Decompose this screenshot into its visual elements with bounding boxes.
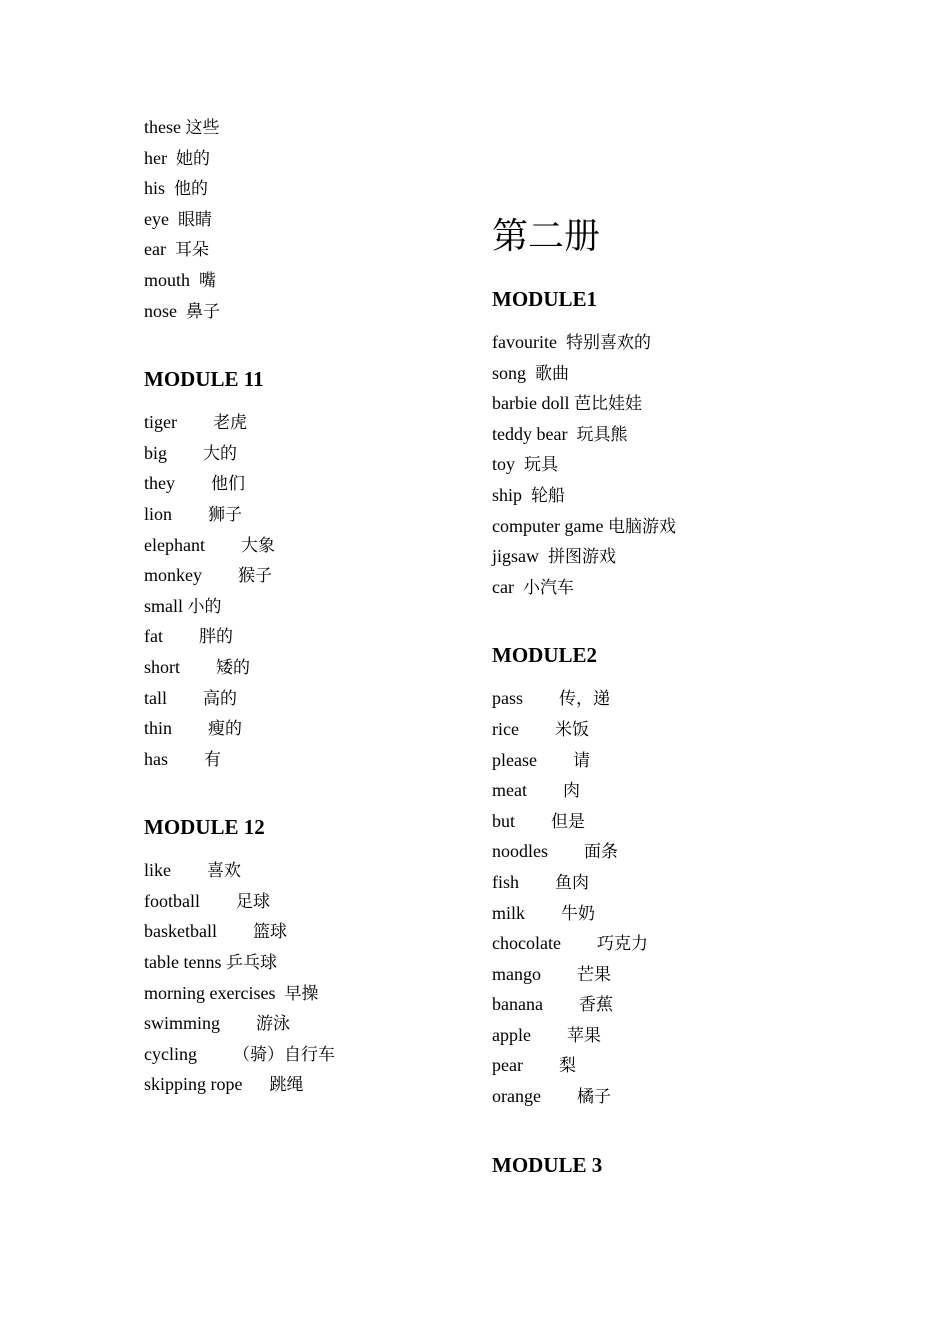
english-word: short — [144, 656, 180, 677]
chinese-meaning: 牛奶 — [561, 903, 596, 924]
vocab-entry — [144, 499, 464, 530]
vocab-entry — [492, 714, 912, 745]
vocab-entry — [492, 327, 912, 358]
vocab-entry — [144, 560, 464, 591]
intro-word-list — [144, 112, 464, 326]
chinese-meaning: 玩具熊 — [576, 424, 628, 445]
chinese-meaning: 小汽车 — [522, 577, 574, 598]
book-title: 第二册 — [492, 216, 601, 257]
english-word: elephant — [144, 534, 205, 555]
vocab-entry — [144, 204, 464, 235]
vocab-entry — [492, 989, 912, 1020]
module-1-heading: MODULE1 — [492, 287, 597, 311]
chinese-meaning: 游泳 — [256, 1014, 291, 1035]
chinese-meaning: 电脑游戏 — [607, 516, 676, 537]
vocab-entry — [144, 143, 464, 174]
vocab-entry — [492, 358, 912, 389]
chinese-meaning: 香蕉 — [578, 995, 613, 1016]
vocab-entry — [144, 886, 464, 917]
chinese-meaning: 小的 — [187, 596, 222, 617]
chinese-meaning: 歌曲 — [535, 363, 570, 384]
vocab-entry — [492, 775, 912, 806]
english-word: basketball — [144, 921, 217, 942]
vocab-entry — [492, 959, 912, 990]
vocab-entry — [144, 652, 464, 683]
english-word: thin — [144, 718, 173, 739]
chinese-meaning: 巧克力 — [596, 934, 648, 955]
english-word: his — [144, 178, 166, 199]
vocab-entry — [144, 947, 464, 978]
english-word: pear — [492, 1055, 523, 1076]
vocab-entry — [492, 511, 912, 542]
vocab-entry — [144, 1069, 464, 1100]
word-separator — [167, 443, 203, 463]
english-word: pass — [492, 688, 523, 709]
english-word: table tenns — [144, 952, 222, 973]
vocab-entry — [144, 112, 464, 143]
chinese-meaning: 轮船 — [531, 485, 566, 506]
vocab-entry — [144, 916, 464, 947]
word-separator — [523, 1055, 559, 1075]
english-word: please — [492, 749, 537, 770]
vocab-entry — [492, 928, 912, 959]
vocab-entry — [492, 806, 912, 837]
vocab-entry — [492, 1050, 912, 1081]
chinese-meaning: 拼图游戏 — [548, 547, 616, 568]
left-column — [144, 112, 464, 1100]
word-separator — [190, 270, 199, 290]
chinese-meaning: 喜欢 — [207, 861, 241, 882]
word-separator — [539, 546, 548, 566]
english-word: monkey — [144, 565, 202, 586]
vocab-entry — [144, 438, 464, 469]
word-separator — [200, 891, 236, 911]
vocab-entry — [492, 683, 912, 714]
english-word: noodles — [492, 841, 548, 862]
chinese-meaning: 这些 — [185, 118, 220, 138]
word-separator — [171, 860, 207, 880]
word-separator — [543, 994, 579, 1014]
word-separator — [163, 626, 199, 646]
english-word: chocolate — [492, 933, 561, 954]
vocab-entry — [492, 541, 912, 572]
module-12-word-list — [144, 855, 464, 1100]
english-word: jigsaw — [492, 546, 539, 567]
english-word: lion — [144, 503, 173, 524]
chinese-meaning: 老虎 — [213, 413, 247, 434]
word-separator — [197, 1044, 233, 1064]
word-separator — [220, 1013, 256, 1033]
chinese-meaning: 大象 — [240, 535, 275, 556]
english-word: car — [492, 576, 514, 597]
chinese-meaning: 瘦的 — [208, 719, 243, 740]
chinese-meaning: 嘴 — [199, 270, 217, 291]
chinese-meaning: 乒乓球 — [225, 953, 277, 974]
word-separator — [519, 719, 555, 739]
word-separator — [205, 535, 241, 555]
english-word: mango — [492, 963, 541, 984]
vocab-entry — [144, 530, 464, 561]
word-separator — [177, 412, 213, 432]
word-separator — [523, 688, 559, 708]
english-word: computer game — [492, 515, 604, 536]
word-separator — [526, 363, 535, 383]
vocab-entry — [492, 388, 912, 419]
english-word: fish — [492, 871, 519, 892]
chinese-meaning: 苹果 — [566, 1025, 601, 1046]
chinese-meaning: 耳朵 — [174, 240, 209, 261]
english-word: toy — [492, 454, 516, 475]
english-word: has — [144, 748, 168, 769]
vocab-entry — [144, 978, 464, 1009]
word-separator — [557, 332, 566, 352]
chinese-meaning: 高的 — [203, 688, 237, 709]
chinese-meaning: 眼睛 — [177, 209, 212, 230]
word-separator — [180, 657, 216, 677]
chinese-meaning: 肉 — [562, 781, 580, 802]
english-word: these — [144, 117, 181, 137]
chinese-meaning: 玩具 — [524, 455, 559, 476]
word-separator — [537, 750, 573, 770]
chinese-meaning: 特别喜欢的 — [565, 333, 651, 353]
english-word: small — [144, 595, 183, 616]
vocab-entry — [492, 572, 912, 603]
english-word: banana — [492, 994, 543, 1015]
module-1-word-list — [492, 327, 912, 602]
chinese-meaning: 他们 — [211, 474, 245, 495]
english-word: cycling — [144, 1043, 197, 1064]
vocab-entry — [144, 234, 464, 265]
chinese-meaning: 鱼肉 — [555, 872, 589, 893]
vocab-entry — [492, 1081, 912, 1112]
english-word: meat — [492, 780, 527, 801]
vocab-entry — [492, 480, 912, 511]
module-3-heading: MODULE 3 — [492, 1152, 603, 1177]
chinese-meaning: 米饭 — [554, 719, 589, 740]
english-word: football — [144, 890, 200, 911]
vocab-entry — [492, 419, 912, 450]
word-separator — [166, 239, 175, 259]
vocab-entry — [492, 836, 912, 867]
word-separator — [522, 485, 531, 505]
chinese-meaning: 他的 — [174, 179, 209, 200]
english-word: barbie doll — [492, 393, 570, 414]
chinese-meaning: 梨 — [558, 1056, 576, 1077]
chinese-meaning: 跳绳 — [269, 1075, 304, 1096]
word-separator — [172, 504, 208, 524]
english-word: skipping rope — [144, 1074, 243, 1095]
vocab-entry — [144, 713, 464, 744]
english-word: orange — [492, 1086, 541, 1107]
word-separator — [514, 577, 523, 597]
word-separator — [165, 178, 174, 198]
english-word: but — [492, 810, 516, 831]
right-column — [492, 212, 912, 1180]
english-word: big — [144, 442, 168, 463]
english-word: they — [144, 473, 175, 494]
word-separator — [167, 148, 176, 168]
word-separator — [202, 565, 238, 585]
english-word: tall — [144, 687, 167, 708]
english-word: ship — [492, 484, 523, 505]
chinese-meaning: 芭比娃娃 — [573, 394, 642, 415]
vocab-entry — [144, 744, 464, 775]
module-11-heading: MODULE 11 — [144, 367, 264, 392]
vocab-entry — [144, 683, 464, 714]
word-separator — [169, 209, 178, 229]
vocab-entry — [492, 867, 912, 898]
chinese-meaning: 但是 — [551, 811, 586, 832]
vocab-entry — [144, 265, 464, 296]
word-separator — [175, 473, 211, 493]
english-word: nose — [144, 300, 177, 321]
chinese-meaning: 足球 — [236, 891, 270, 912]
vocab-entry — [492, 898, 912, 929]
english-word: teddy bear — [492, 423, 568, 444]
english-word: apple — [492, 1024, 531, 1045]
english-word: rice — [492, 718, 519, 739]
chinese-meaning: 她的 — [175, 148, 210, 169]
english-word: milk — [492, 902, 526, 923]
chinese-meaning: 请 — [572, 750, 590, 771]
chinese-meaning: 狮子 — [208, 504, 243, 525]
chinese-meaning: 篮球 — [252, 922, 287, 943]
vocab-entry — [492, 1020, 912, 1051]
word-separator — [527, 780, 563, 800]
word-separator — [548, 841, 584, 861]
vocab-entry — [144, 173, 464, 204]
word-separator — [177, 301, 186, 321]
vocab-entry — [144, 468, 464, 499]
chinese-meaning: 大的 — [203, 443, 238, 464]
word-separator — [515, 454, 524, 474]
vocab-entry — [492, 449, 912, 480]
chinese-meaning: （骑）自行车 — [232, 1044, 335, 1065]
chinese-meaning: 猴子 — [238, 566, 272, 587]
word-separator — [243, 1074, 270, 1094]
chinese-meaning: 芒果 — [577, 964, 611, 985]
module-2-word-list — [492, 683, 912, 1111]
word-separator — [519, 872, 555, 892]
english-word: tiger — [144, 412, 177, 433]
word-separator — [541, 964, 577, 984]
english-word: mouth — [144, 269, 191, 290]
word-separator — [217, 921, 253, 941]
english-word: morning exercises — [144, 982, 276, 1003]
word-separator — [168, 749, 204, 769]
word-separator — [515, 811, 551, 831]
module-2-heading: MODULE2 — [492, 643, 597, 668]
word-separator — [525, 903, 561, 923]
word-separator — [561, 933, 597, 953]
chinese-meaning: 面条 — [584, 842, 618, 863]
chinese-meaning: 有 — [204, 749, 221, 770]
vocab-entry — [144, 296, 464, 327]
english-word: song — [492, 362, 527, 383]
vocab-entry — [492, 745, 912, 776]
english-word: her — [144, 147, 167, 168]
vocab-entry — [144, 407, 464, 438]
chinese-meaning: 传，递 — [559, 689, 610, 710]
word-separator — [172, 718, 208, 738]
chinese-meaning: 鼻子 — [186, 301, 220, 322]
word-separator — [531, 1025, 567, 1045]
english-word: swimming — [144, 1013, 221, 1034]
vocab-entry — [144, 1039, 464, 1070]
vocab-entry — [144, 1008, 464, 1039]
english-word: like — [144, 860, 171, 881]
english-word: ear — [144, 239, 166, 260]
english-word: favourite — [492, 332, 557, 352]
chinese-meaning: 早操 — [284, 983, 319, 1004]
module-11-word-list — [144, 407, 464, 774]
chinese-meaning: 胖的 — [198, 627, 233, 648]
vocab-entry — [144, 591, 464, 622]
chinese-meaning: 矮的 — [216, 657, 250, 678]
word-separator — [167, 688, 203, 708]
module-12-heading: MODULE 12 — [144, 815, 265, 840]
chinese-meaning: 橘子 — [576, 1087, 611, 1108]
vocab-entry — [144, 621, 464, 652]
english-word: fat — [144, 626, 163, 647]
english-word: eye — [144, 208, 169, 229]
word-separator — [541, 1086, 577, 1106]
vocab-entry — [144, 855, 464, 886]
